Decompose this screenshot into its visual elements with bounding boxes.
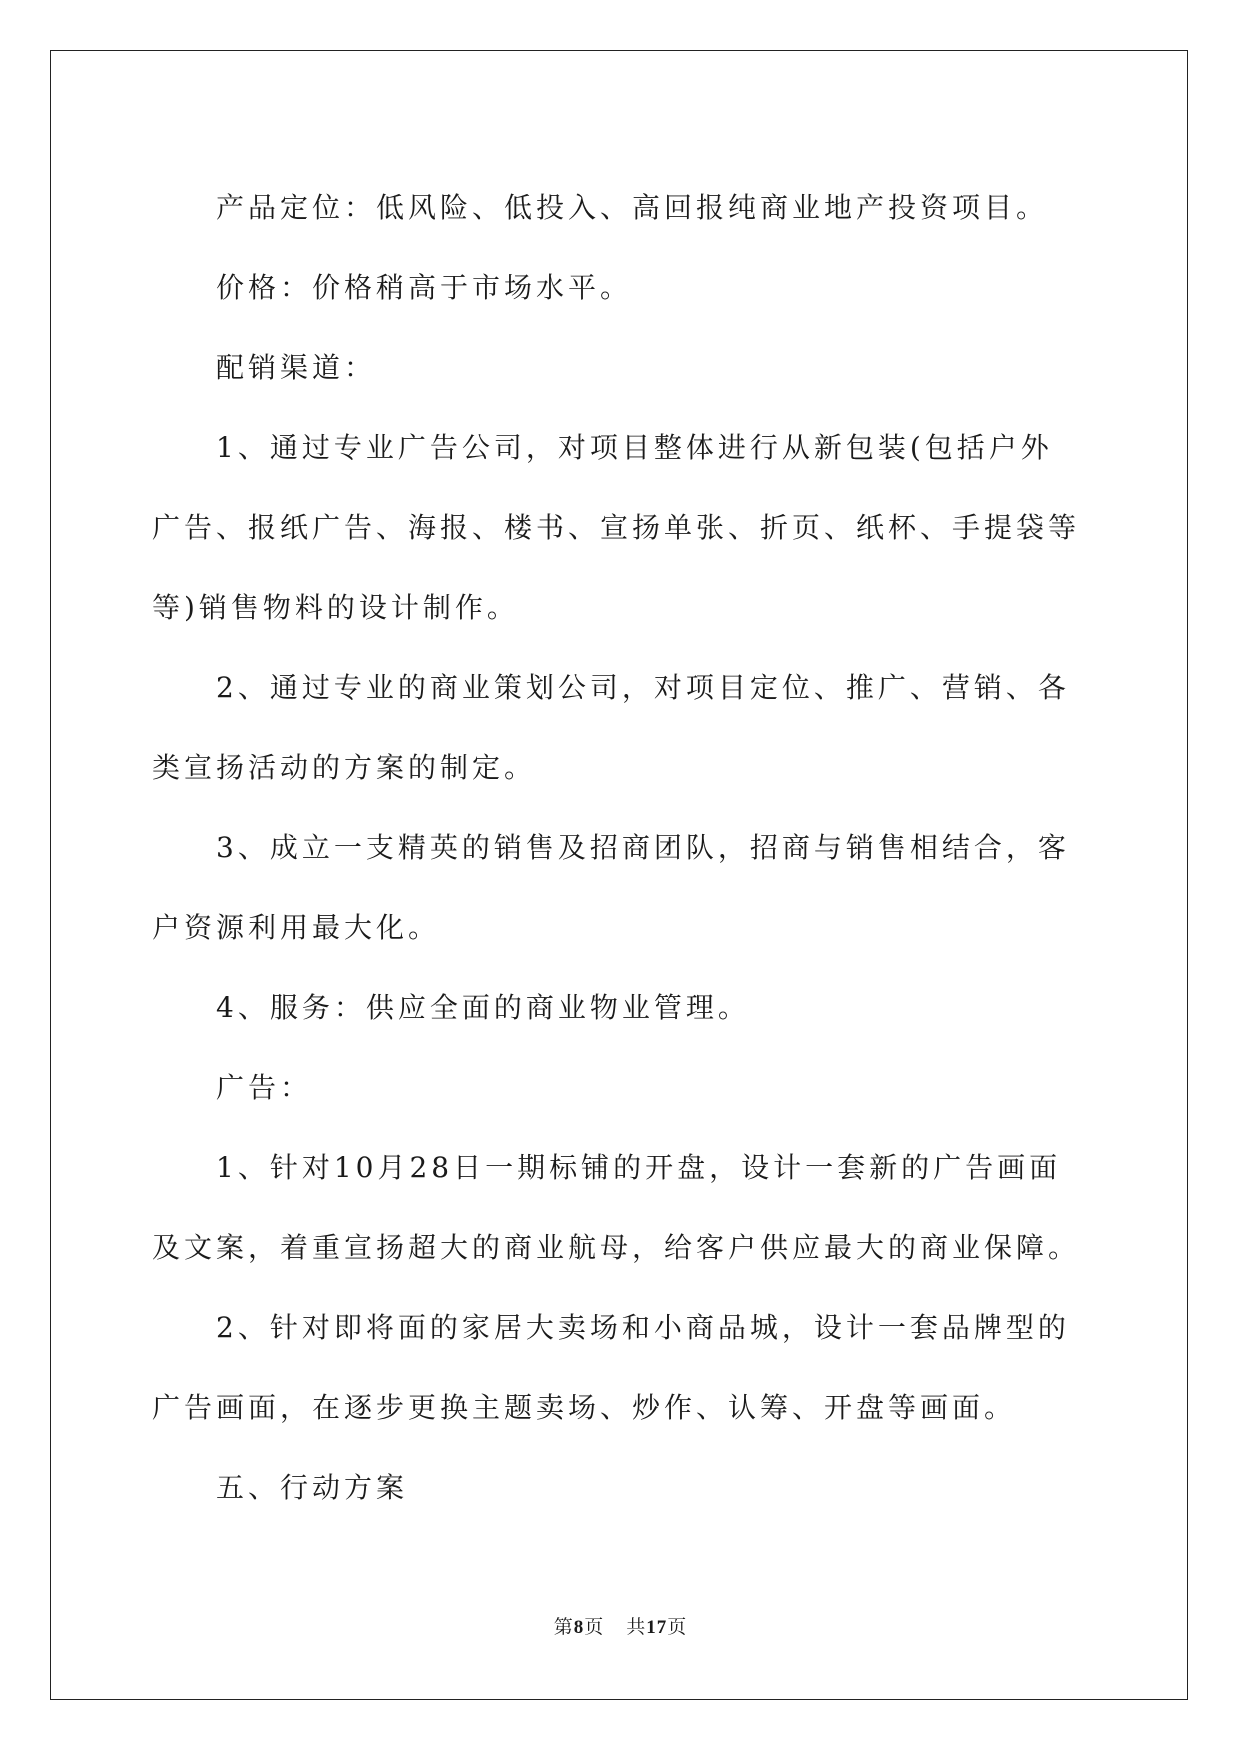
- page-number: 8: [573, 1617, 585, 1638]
- paragraph-distribution-1: 1、通过专业广告公司，对项目整体进行从新包装(包括户外广告、报纸广告、海报、楼书、宣扬单张、折页、纸杯、手提袋等等)销售物料的设计制作。: [152, 431, 1081, 624]
- total-pages: 17: [646, 1617, 668, 1638]
- paragraph-advertising-heading: 广告：: [216, 1071, 313, 1104]
- page-footer: [0, 1612, 1241, 1639]
- footer-page-suffix: 页: [584, 1617, 605, 1638]
- paragraph-price: 价格：价格稍高于市场水平。: [216, 271, 633, 304]
- paragraph-distribution-4: 4、服务：供应全面的商业物业管理。: [216, 991, 750, 1024]
- footer-total-suffix: 页: [667, 1617, 688, 1638]
- paragraph-distribution-heading: 配销渠道：: [216, 351, 377, 384]
- paragraph-distribution-2: 2、通过专业的商业策划公司，对项目定位、推广、营销、各类宣扬活动的方案的制定。: [152, 671, 1070, 784]
- document-body: [152, 168, 1082, 1528]
- section-heading-action-plan: 五、行动方案: [216, 1471, 409, 1504]
- paragraph-advertising-1: 1、针对10月28日一期标铺的开盘，设计一套新的广告画面及文案，着重宣扬超大的商业航母，给客户供应最大的商业保障。: [152, 1151, 1081, 1264]
- paragraph-distribution-3: 3、成立一支精英的销售及招商团队，招商与销售相结合，客户资源利用最大化。: [152, 831, 1070, 944]
- footer-prefix: 第: [553, 1617, 574, 1638]
- paragraph-advertising-2: 2、针对即将面的家居大卖场和小商品城，设计一套品牌型的广告画面，在逐步更换主题卖场、炒作、认筹、开盘等画面。: [152, 1311, 1070, 1424]
- footer-total-prefix: 共: [626, 1617, 647, 1638]
- paragraph-product-positioning: 产品定位：低风险、低投入、高回报纯商业地产投资项目。: [216, 191, 1049, 224]
